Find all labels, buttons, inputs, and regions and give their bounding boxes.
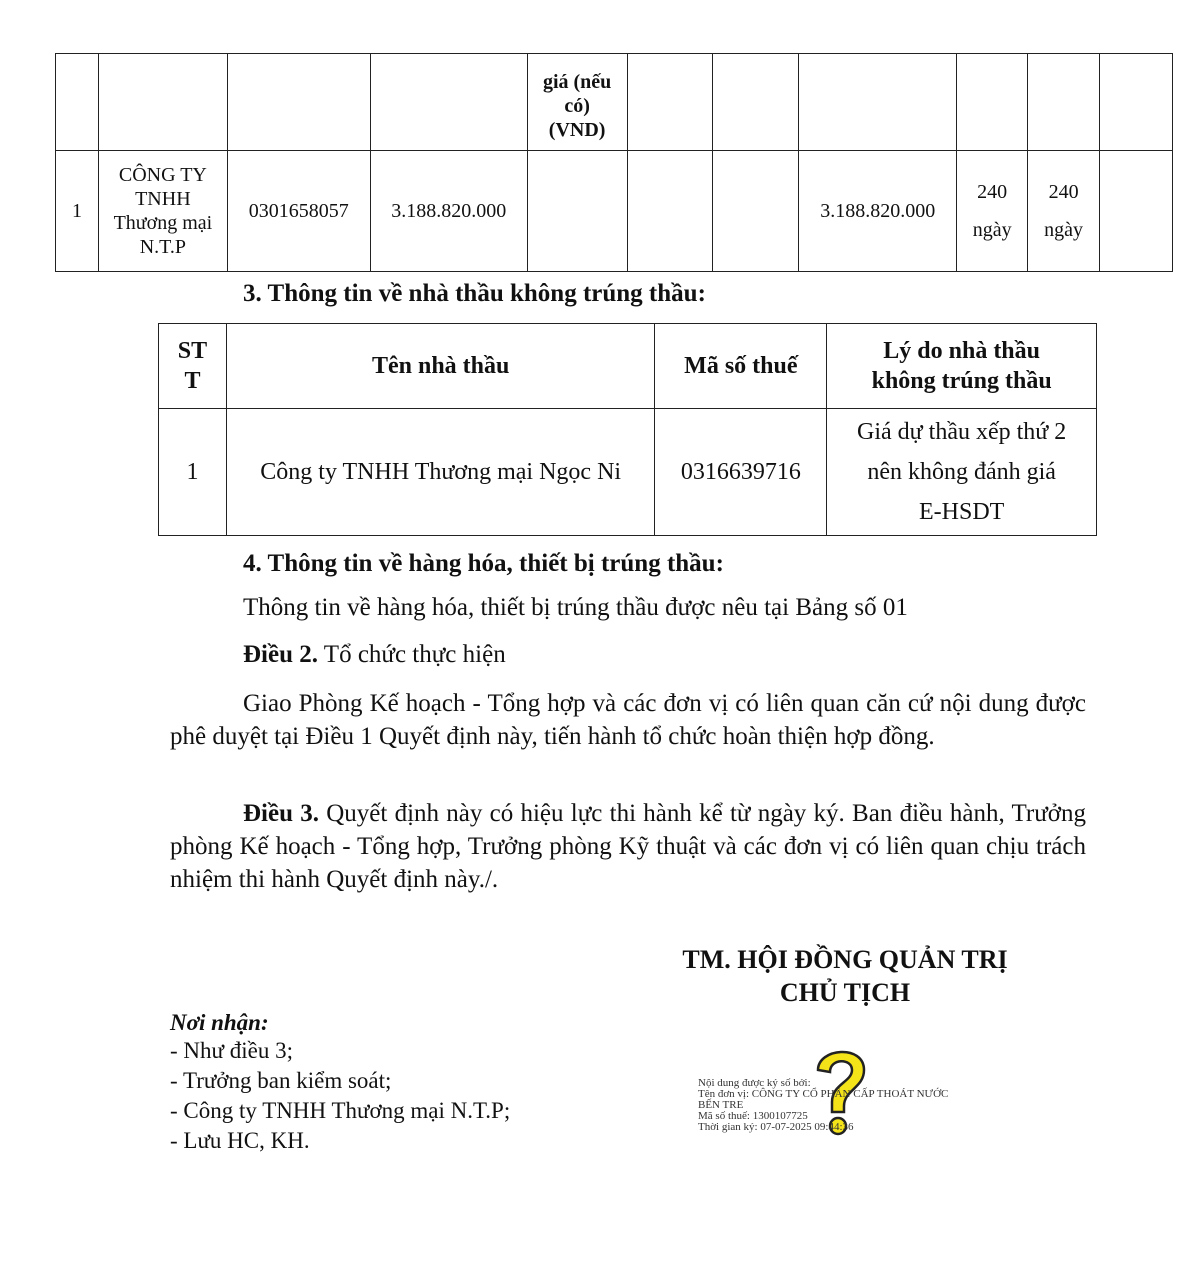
tax-code-cell: 0316639716 — [655, 409, 827, 536]
digital-signature-line: Tên đơn vị: CÔNG TY CỔ PHẦN CẤP THOÁT NƯỚC — [698, 1088, 949, 1100]
recipients-title: Nơi nhận: — [170, 1010, 269, 1035]
stt-cell: 1 — [159, 409, 227, 536]
recipient-item: - Trưởng ban kiểm soát; — [170, 1068, 392, 1093]
reason-cell: Giá dự thầu xếp thứ 2 nên không đánh giá E-HSDT — [827, 409, 1097, 536]
signature-org-title: TM. HỘI ĐỒNG QUẢN TRỊ — [682, 945, 1008, 974]
contract-price-cell: 3.188.820.000 — [799, 151, 957, 272]
digital-signature-line: BẾN TRE — [698, 1099, 744, 1111]
stt-cell: 1 — [56, 151, 99, 272]
bidder-name-cell: Công ty TNHH Thương mại Ngọc Ni — [226, 409, 654, 536]
header-tax-code: Mã số thuế — [655, 324, 827, 409]
table-row — [159, 409, 1097, 536]
duration-cell: 240 ngày — [1028, 151, 1100, 272]
question-mark-shape — [818, 1052, 864, 1112]
article-2-title: Điều 2. Tổ chức thực hiện — [243, 641, 506, 668]
table-row — [56, 151, 1173, 272]
winning-bidder-table — [55, 53, 1173, 272]
table-header-row — [56, 54, 1173, 151]
table-header-row — [159, 324, 1097, 409]
header-bidder-name: Tên nhà thầu — [226, 324, 654, 409]
digital-signature-line: Mã số thuế: 1300107725 — [698, 1110, 808, 1122]
bid-price-cell: 3.188.820.000 — [370, 151, 527, 272]
article-3-text: Điều 3. Quyết định này có hiệu lực thi hành kể từ ngày ký. Ban điều hành, Trưởng phòng Kế hoạch - Tổng hợp, Trưởng phòng Kỹ thuật và các đơn vị có liên quan chịu trách nhiệm thi hành Quyết định này./. — [170, 800, 1086, 893]
duration-cell: 240 ngày — [957, 151, 1028, 272]
bidder-name-cell: CÔNG TY TNHH Thương mại N.T.P — [98, 151, 227, 272]
digital-signature-line: Nội dung được ký số bởi: — [698, 1077, 811, 1089]
article-2-text: Giao Phòng Kế hoạch - Tổng hợp và các đơn vị có liên quan căn cứ nội dung được phê duyệt tại Điều 1 Quyết định này, tiến hành tổ chức hoàn thiện hợp đồng. — [170, 690, 1086, 750]
tax-code-cell: 0301658057 — [227, 151, 370, 272]
signature-position: CHỦ TỊCH — [779, 978, 911, 1007]
header-price-fragment: giá (nếu có) (VND) — [527, 54, 627, 151]
header-stt: ST T — [159, 324, 227, 409]
section-4-heading: 4. Thông tin về hàng hóa, thiết bị trúng thầu: — [243, 550, 724, 577]
recipient-item: - Công ty TNHH Thương mại N.T.P; — [170, 1098, 511, 1123]
section-4-text: Thông tin về hàng hóa, thiết bị trúng thầu được nêu tại Bảng số 01 — [243, 594, 908, 621]
recipient-item: - Như điều 3; — [170, 1038, 293, 1063]
digital-signature-line: Thời gian ký: 07-07-2025 09:44:36 — [698, 1121, 854, 1133]
section-3-heading: 3. Thông tin về nhà thầu không trúng thầu: — [243, 280, 706, 307]
losing-bidder-table — [158, 323, 1097, 536]
header-reason: Lý do nhà thầu không trúng thầu — [827, 324, 1097, 409]
recipient-item: - Lưu HC, KH. — [170, 1128, 310, 1153]
